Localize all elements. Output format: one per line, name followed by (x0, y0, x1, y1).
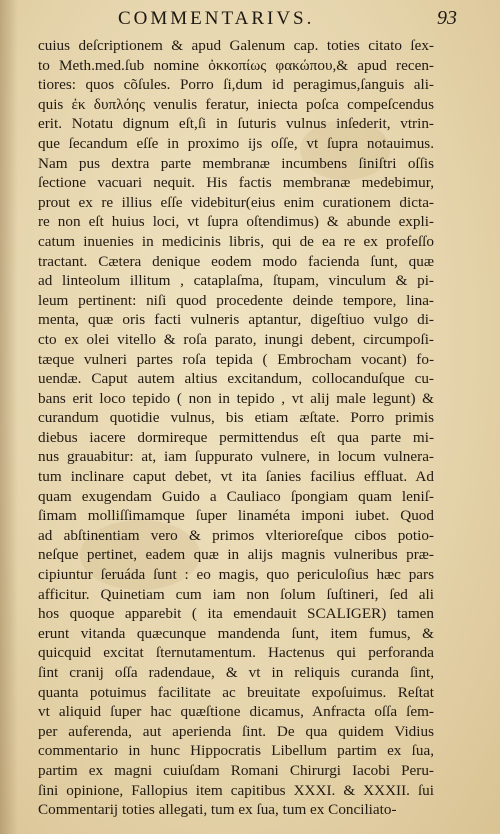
text-line: tæque vulneri partes roſa tepida ( Embrocham vocant) fo- (38, 350, 434, 368)
text-line: ſint cranij oſſa radendaue, & vt in reliquis curanda ſint, (38, 664, 434, 681)
text-line: re non eſt huius loci, vt ſupra oſtendimus) & abunde expli- (38, 213, 434, 231)
text-line: per auferenda, aut aperienda ſint. De qua quidem Vidius (38, 722, 434, 740)
text-line: ad linteolum illitum , cataplaſma, ſtupam, vinculum & pi- (38, 272, 434, 290)
text-line: menta, quæ oris facti vulneris aptantur, digeſtiuo vulgo di- (38, 311, 434, 329)
text-line: ſimam molliſſimamque ſuper linaméta imponi iubet. Quod (38, 507, 434, 525)
text-line: to Meth.med.ſub nomine ὀκκοπίως φακώπου,& apud recen- (38, 56, 434, 74)
text-line: cuius deſcriptionem & apud Galenum cap. toties citato ſex- (38, 37, 434, 54)
text-line: leum pertinent: niſi quod procedente deinde tempore, lina- (38, 291, 434, 309)
text-line: tiores: quos cõſules. Porro ſi,dum id peragimus,ſanguis ali- (38, 76, 434, 94)
text-line: tractant. Cætera denique eodem modo facienda ſunt, quæ (38, 252, 434, 270)
text-line: quam exugendam Guido a Cauliaco ſpongiam quam leniſ- (38, 487, 434, 505)
text-line: curandum quotidie vulnus, bis etiam æſtate. Porro primis (38, 409, 434, 427)
text-line: cipiuntur ſeruáda ſunt : eo magis, quo periculoſius hæc pars (38, 566, 434, 584)
running-title: COMMENTARIVS. (118, 8, 315, 29)
gutter-shadow (0, 0, 18, 834)
text-line: partim ex magni cuiuſdam Romani Chirurgi Iacobi Peru- (38, 761, 434, 779)
text-line: quanta potuimus facilitate ac breuitate expoſuimus. Reſtat (38, 683, 434, 701)
text-line: diebus iacere dormireque permittendus eſt qua parte mi- (38, 428, 434, 446)
text-line: commentario in hunc Hippocratis Libellum partim ex ſua, (38, 742, 434, 760)
text-line: Nam pus dextra parte membranæ incumbens ſiniſtri oſſis (38, 154, 434, 172)
text-line: afficitur. Quinetiam cum iam non ſolum ſuſtineri, ſed ali (38, 585, 434, 603)
text-line: bans erit loco tepido ( non in tepido , vt alij male legunt) & (38, 389, 434, 407)
text-line: erit. Notatu dignum eſt,ſi in ſuturis vulnus inſederit, vtrin- (38, 115, 434, 133)
text-line: nus grauabitur: at, iam ſuppurato vulnere, in locum vulnera- (38, 448, 434, 466)
text-line: tum inclinare caput debet, vt ita ſanies facilius effluat. Ad (38, 468, 434, 486)
text-line: uendæ. Caput autem altius excitandum, collocanduſque cu- (38, 370, 434, 388)
text-line: erunt vitanda quæcunque mandenda ſunt, item fumus, & (38, 624, 434, 642)
text-line: quicquid excitat ſternutamentum. Hactenus qui perforanda (38, 644, 434, 662)
text-line: prout ex re illius eſſe videbitur(eius enim curationem dicta- (38, 193, 434, 211)
body-text (38, 36, 434, 820)
text-line: ſini opinione, Fallopius item capitibus XXXI. & XXXII. ſui (38, 781, 434, 799)
running-head (0, 6, 500, 34)
text-line: neſque pertinet, eadem quæ in alijs magnis vulneribus præ- (38, 546, 434, 564)
text-line: que ſecandum eſſe in proximo ijs oſſe, vt ſupra notauimus. (38, 134, 434, 152)
text-line: catum inuenies in medicinis libris, qui de ea re ex profeſſo (38, 232, 434, 250)
page-number: 93 (437, 7, 457, 29)
text-line: ad abſtinentiam vero & primos vlterioreſque cibos potio- (38, 526, 434, 544)
text-line: hos quoque apparebit ( ita emendauit SCALIGER) tamen (38, 605, 434, 623)
text-line: ſectione vacuari nequit. His factis membranæ medebimur, (38, 174, 434, 192)
text-line: Commentarij toties allegati, tum ex ſua, tum ex Conciliato- (38, 801, 397, 819)
text-line: vt aliquid ſuper hac quæſtione dicamus, Anfracta oſſa ſem- (38, 703, 434, 721)
text-line: quis ἐκ δυπλόης venulis feratur, iniecta poſca compeſcendus (38, 95, 434, 113)
text-line: cto ex olei vitello & roſa parato, inungi debent, circumpoſi- (38, 330, 434, 348)
